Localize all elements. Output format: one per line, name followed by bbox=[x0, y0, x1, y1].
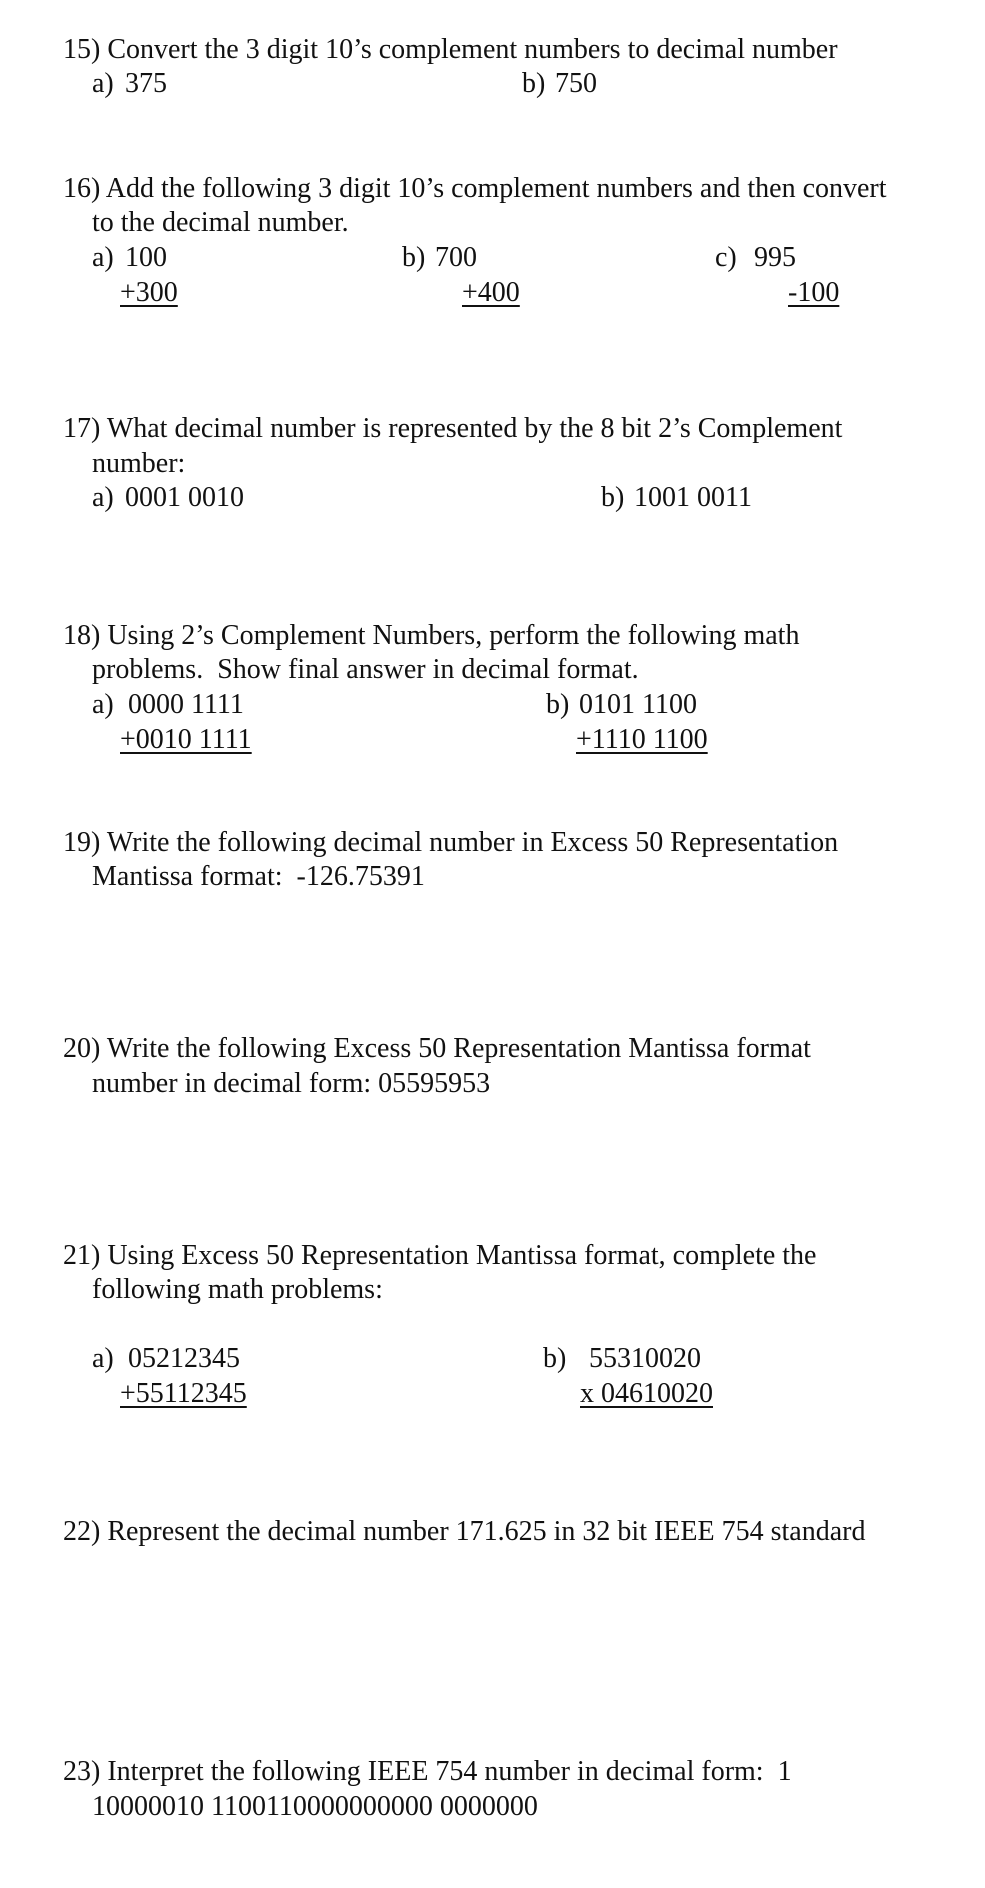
q15-part-b-value: 750 bbox=[555, 68, 597, 99]
q16-part-c-bottom: -100 bbox=[788, 277, 840, 308]
q21-part-b-label: b) bbox=[543, 1343, 567, 1374]
question-18-text: 18) Using 2’s Complement Numbers, perform the following math bbox=[63, 620, 800, 651]
q17-part-b-value: 1001 0011 bbox=[634, 482, 752, 513]
question-15-text: 15) Convert the 3 digit 10’s complement numbers to decimal number bbox=[63, 34, 838, 65]
q16-part-c-top: 995 bbox=[754, 242, 796, 273]
question-21-text: 21) Using Excess 50 Representation Mantissa format, complete the bbox=[63, 1240, 817, 1271]
q16-part-a-label: a) bbox=[92, 242, 114, 273]
q21-part-b-top: 55310020 bbox=[589, 1343, 701, 1374]
q15-part-b-label: b) bbox=[522, 68, 546, 99]
q16-part-b-top: 700 bbox=[435, 242, 477, 273]
q18-part-a-top: 0000 1111 bbox=[128, 689, 244, 720]
question-23-text: 23) Interpret the following IEEE 754 number in decimal form: 1 bbox=[63, 1756, 792, 1787]
question-16-text: 16) Add the following 3 digit 10’s complement numbers and then convert bbox=[63, 173, 887, 204]
q21-part-a-label: a) bbox=[92, 1343, 114, 1374]
q21-part-a-bottom: +55112345 bbox=[120, 1378, 247, 1409]
q16-part-c-label: c) bbox=[715, 242, 737, 273]
q16-part-b-label: b) bbox=[402, 242, 426, 273]
q18-part-a-label: a) bbox=[92, 689, 114, 720]
question-22-text: 22) Represent the decimal number 171.625 in 32 bit IEEE 754 standard bbox=[63, 1516, 866, 1547]
question-20-text: 20) Write the following Excess 50 Representation Mantissa format bbox=[63, 1033, 811, 1064]
q21-part-a-top: 05212345 bbox=[128, 1343, 240, 1374]
q16-part-a-top: 100 bbox=[125, 242, 167, 273]
q18-part-b-bottom: +1110 1100 bbox=[576, 724, 708, 755]
q18-part-b-label: b) bbox=[546, 689, 570, 720]
question-20-text-cont: number in decimal form: 05595953 bbox=[92, 1068, 491, 1099]
q17-part-a-value: 0001 0010 bbox=[125, 482, 244, 513]
question-19-text-cont: Mantissa format: -126.75391 bbox=[92, 861, 425, 892]
q17-part-a-label: a) bbox=[92, 482, 114, 513]
question-19-text: 19) Write the following decimal number in Excess 50 Representation bbox=[63, 827, 839, 858]
question-17-text-cont: number: bbox=[92, 448, 186, 479]
question-21-text-cont: following math problems: bbox=[92, 1274, 383, 1305]
question-18-text-cont: problems. Show final answer in decimal format. bbox=[92, 654, 639, 685]
question-23-text-cont: 10000010 1100110000000000 0000000 bbox=[92, 1791, 538, 1822]
q18-part-b-top: 0101 1100 bbox=[579, 689, 697, 720]
q15-part-a-label: a) bbox=[92, 68, 114, 99]
q15-part-a-value: 375 bbox=[125, 68, 167, 99]
question-17-text: 17) What decimal number is represented by the 8 bit 2’s Complement bbox=[63, 413, 843, 444]
question-16-text-cont: to the decimal number. bbox=[92, 207, 349, 238]
q16-part-b-bottom: +400 bbox=[462, 277, 520, 308]
q21-part-b-bottom: x 04610020 bbox=[580, 1378, 713, 1409]
q16-part-a-bottom: +300 bbox=[120, 277, 178, 308]
q18-part-a-bottom: +0010 1111 bbox=[120, 724, 252, 755]
q17-part-b-label: b) bbox=[601, 482, 625, 513]
